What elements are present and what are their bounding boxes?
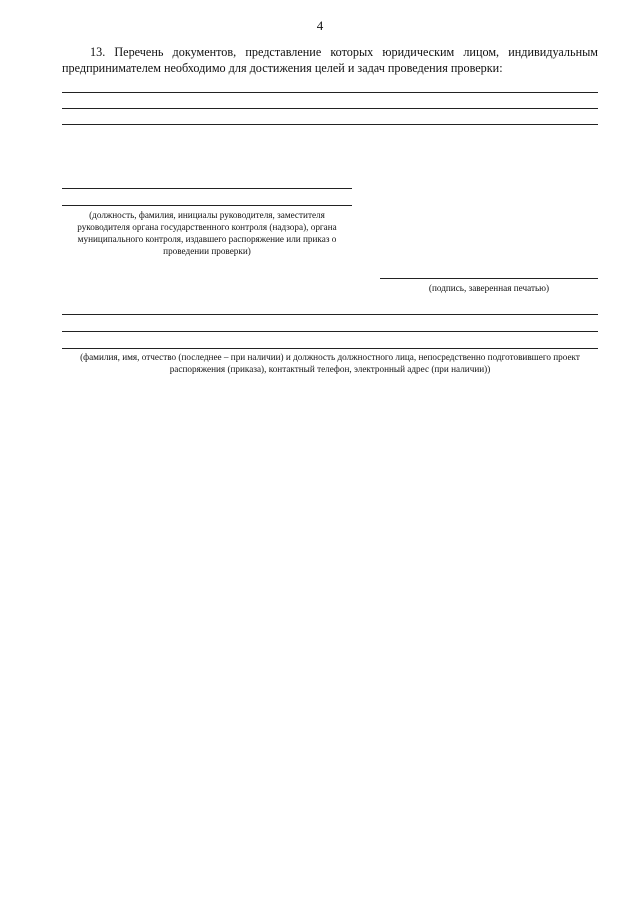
head-official-line-1: [62, 188, 352, 189]
preparer-line-2: [62, 331, 598, 332]
preparer-line-1: [62, 314, 598, 315]
signature-line: [380, 278, 598, 279]
page-number: 4: [316, 18, 324, 33]
fill-line-2: [62, 108, 598, 109]
preparer-line-3: [62, 348, 598, 349]
preparer-caption: (фамилия, имя, отчество (последнее – при наличии) и должность должностного лица, непосредственно подготовившего проект распоряжения (приказа), контактный телефон, электронный адрес (при наличии)): [80, 352, 580, 374]
fill-line-1: [62, 92, 598, 93]
head-official-line-2: [62, 205, 352, 206]
item-13-text: 13. Перечень документов, представление которых юридическим лицом, индивидуальным предпринимателем необходимо для достижения целей и задач проведения проверки:: [62, 45, 598, 75]
signature-caption: (подпись, заверенная печатью): [428, 283, 550, 293]
fill-line-3: [62, 124, 598, 125]
head-official-caption: (должность, фамилия, инициалы руководителя, заместителя руководителя органа государственного контроля (надзора), органа муниципального контроля, издавшего распоряжение или приказ о проведении проверки): [77, 210, 337, 256]
